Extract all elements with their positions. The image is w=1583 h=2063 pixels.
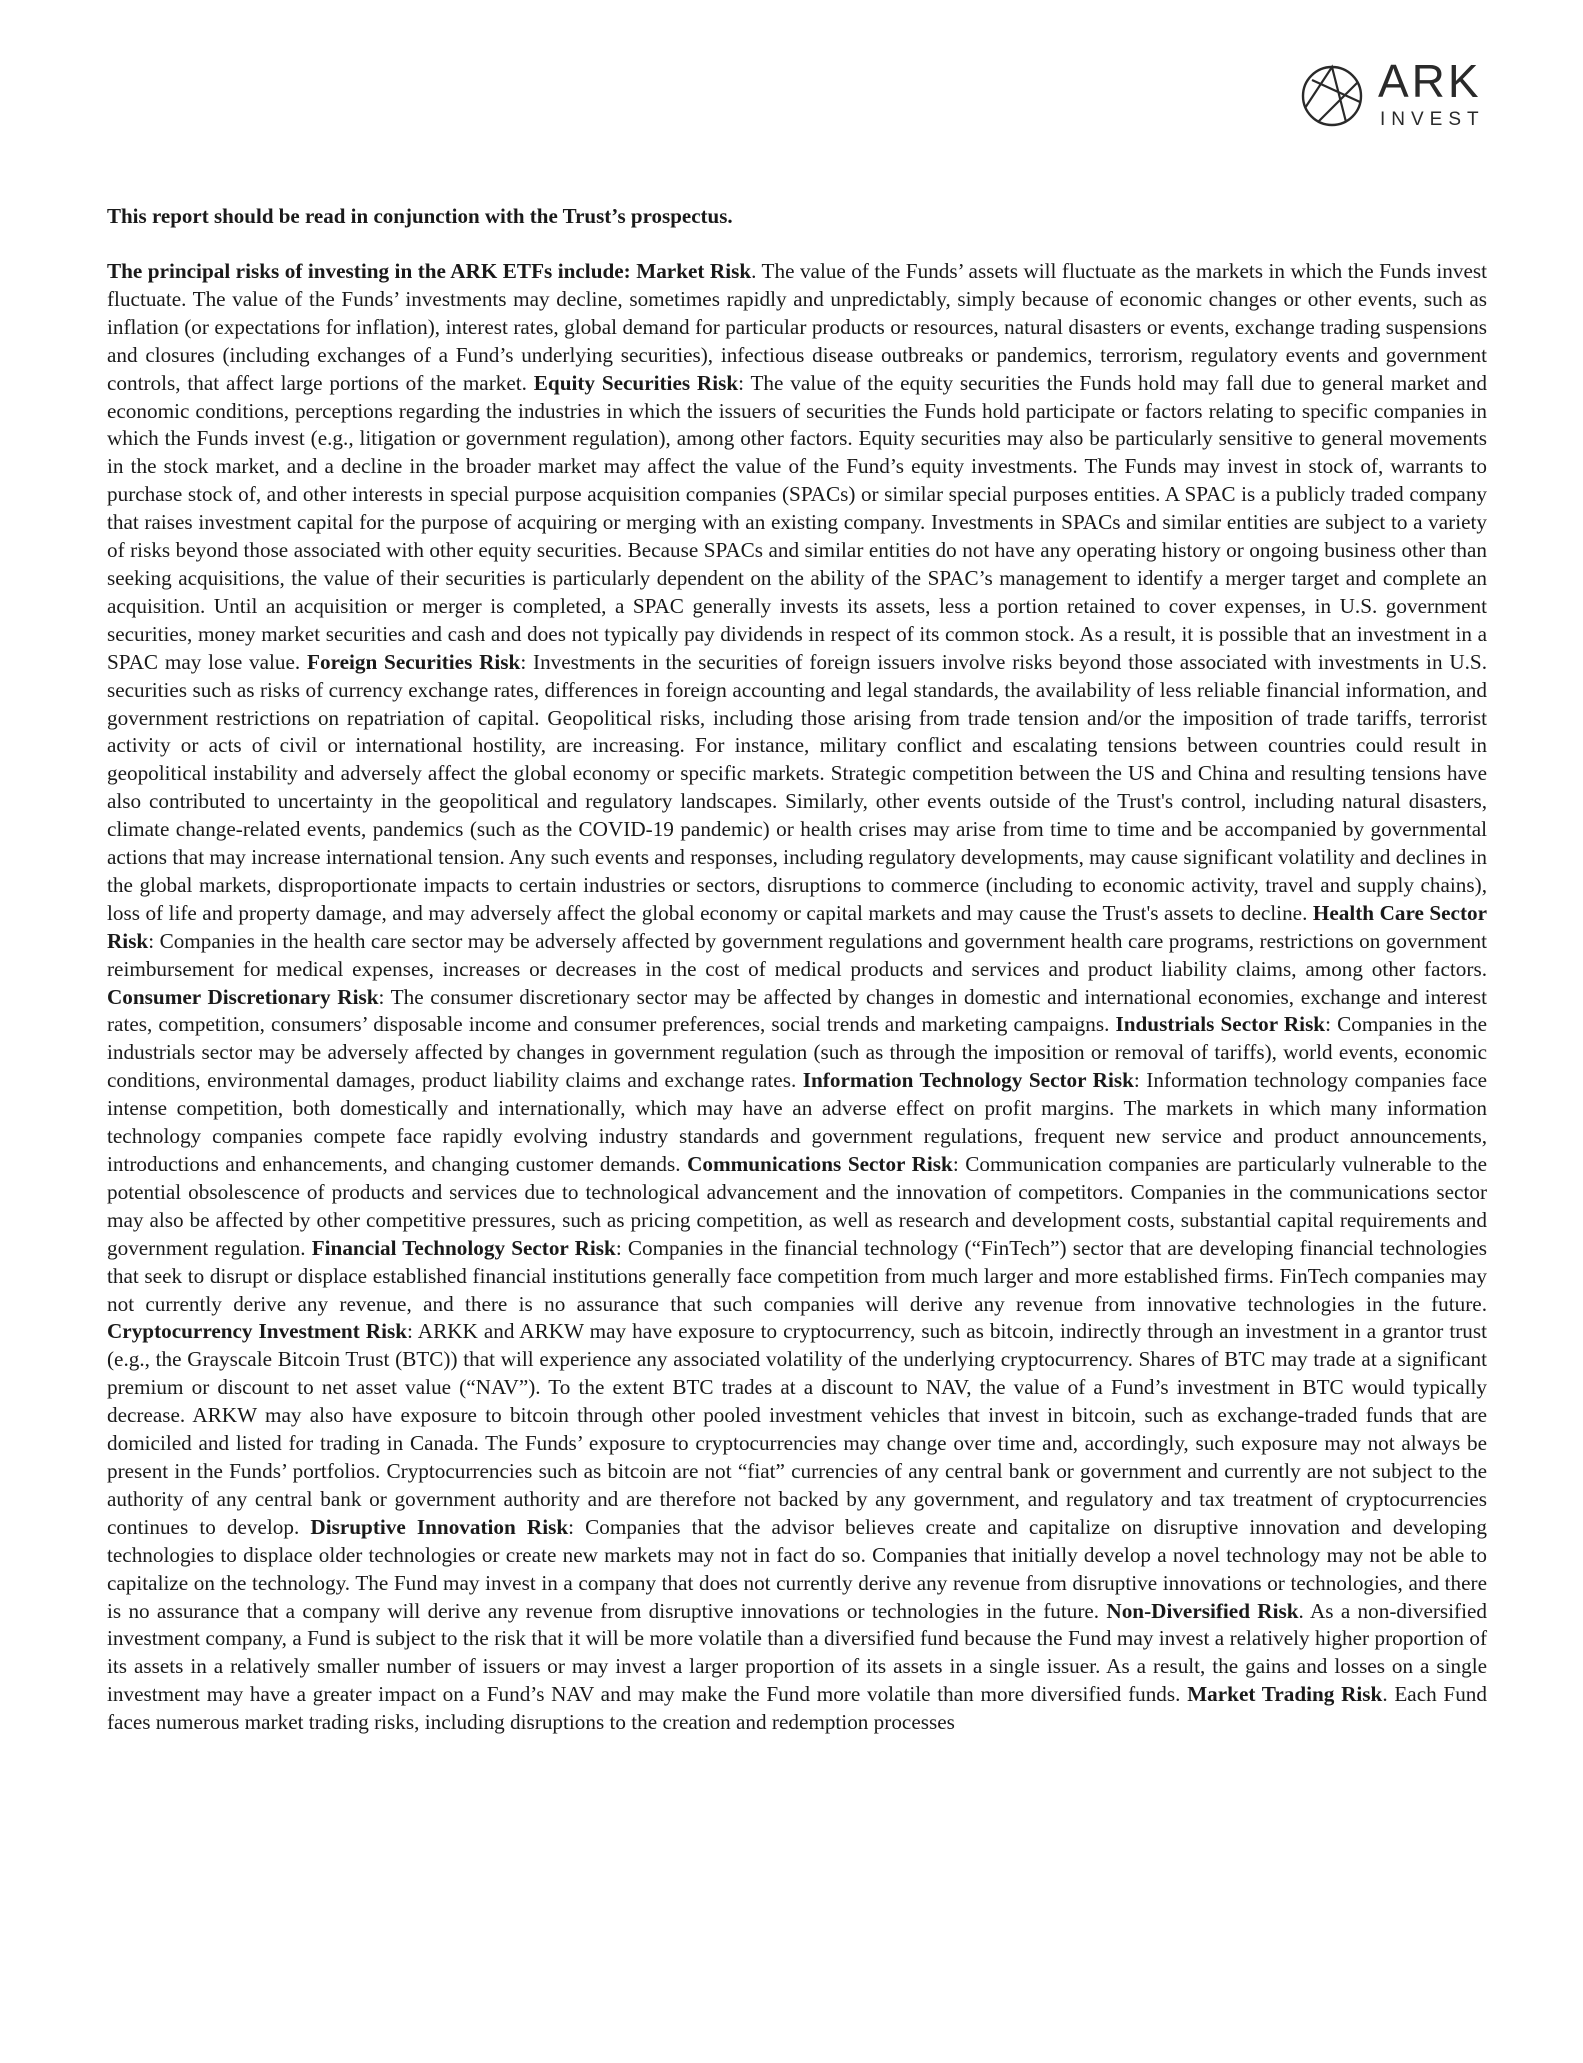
ark-invest-logo — [1300, 55, 1490, 132]
risk-separator: . — [1382, 1682, 1395, 1707]
risk-separator: : — [407, 1319, 418, 1344]
risk-text: Companies in the industrials sector may be adversely affected by changes in government regulation (such as through the imposition or removal of tariffs), world events, economic conditions, environmental damages, product liability claims and exchange rates. — [107, 1012, 1487, 1093]
risk-separator: : — [738, 370, 751, 395]
risk-text: Companies in the health care sector may be adversely affected by government regulations and government health care programs, restrictions on government reimbursement for medical expenses, increases or decreases in the cost of medical products and services and product liability claims, among other factors. — [107, 928, 1487, 981]
risk-separator: : — [1325, 1012, 1338, 1037]
risk-separator: . — [1298, 1598, 1310, 1623]
risk-title: Financial Technology Sector Risk — [311, 1235, 616, 1260]
risk-text: The consumer discretionary sector may be affected by changes in domestic and international economies, exchange and interest rates, competition, consumers’ disposable income and consumer preferences, social trends and marketing campaigns. — [107, 984, 1487, 1037]
logo-sub-text: INVEST — [1380, 109, 1485, 130]
risk-separator: : — [615, 1235, 628, 1260]
risk-disclosure-paragraph — [107, 258, 1487, 1737]
risk-title: Information Technology Sector Risk — [802, 1068, 1134, 1093]
risk-text: The value of the equity securities the Funds hold may fall due to general market and economic conditions, perceptions regarding the industries in which the issuers of securities the Funds hold participate or factors relating to specific companies in which the Funds invest (e.g., litigation or government regulation), among other factors. Equity securities may also be particularly sensitive to general movements in the stock market, and a decline in the broader market may affect the value of the Fund’s equity investments. The Funds may invest in stock of, warrants to purchase stock of, and other interests in special purpose acquisition companies (SPACs) or similar special purposes entities. A SPAC is a publicly traded company that raises investment capital for the purpose of acquiring or merging with an existing company. Investments in SPACs and similar entities are subject to a variety of risks beyond those associated with other equity securities. Because SPACs and similar entities do not have any operating history or ongoing business other than seeking acquisitions, the value of their securities is particularly dependent on the ability of the SPAC’s management to identify a merger target and complete an acquisition. Until an acquisition or merger is completed, a SPAC generally invests its assets, less a portion retained to cover expenses, in U.S. government securities, money market securities and cash and does not typically pay dividends in respect of its common stock. As a result, it is possible that an investment in a SPAC may lose value. — [107, 370, 1487, 674]
risk-text: Communication companies are particularly vulnerable to the potential obsolescence of products and services due to technological advancement and the innovation of competitors. Companies in the communications sector may also be affected by other competitive pressures, such as pricing competition, as well as research and development costs, substantial capital requirements and government regulation. — [107, 1152, 1487, 1260]
risk-separator: : — [148, 928, 160, 953]
risk-text: Companies in the financial technology (“FinTech”) sector that are developing financial technologies that seek to disrupt or displace established financial institutions generally face competition from much larger and more established firms. FinTech companies may not currently derive any revenue, and there is no assurance that such companies will derive any revenue from innovative technologies in the future. — [107, 1235, 1487, 1316]
risk-text: Companies that the advisor believes create and capitalize on disruptive innovation and developing technologies to displace older technologies or create new markets may not in fact do so. Companies that initially develop a novel technology may not be able to capitalize on the technology. The Fund may invest in a company that does not currently derive any revenue from disruptive innovations or technologies, and there is no assurance that a company will derive any revenue from disruptive innovations or technologies in the future. — [107, 1514, 1487, 1623]
risk-title: Cryptocurrency Investment Risk — [107, 1319, 408, 1344]
risk-separator: . — [751, 259, 762, 283]
risk-text: As a non-diversified investment company, a Fund is subject to the risk that it will be more volatile than a diversified fund because the Fund may invest a relatively higher proportion of its assets in a relatively smaller number of issuers or may invest a larger proportion of its assets in a single issuer. As a result, the gains and losses on a single investment may have a greater impact on a Fund’s NAV and may make the Fund more volatile than more diversified funds. — [107, 1598, 1487, 1707]
risk-text: Investments in the securities of foreign issuers involve risks beyond those associated with investments in U.S. securities such as risks of currency exchange rates, differences in foreign accounting and legal standards, the availability of less reliable financial information, and government restrictions on repatriation of capital. Geopolitical risks, including those arising from trade tension and/or the imposition of trade tariffs, terrorist activity or acts of civil or international hostility, are increasing. For instance, military conflict and escalating tensions between countries could result in geopolitical instability and adversely affect the global economy or specific markets. Strategic competition between the US and China and resulting tensions have also contributed to uncertainty in the geopolitical and regulatory landscapes. Similarly, other events outside of the Trust's control, including natural disasters, climate change-related events, pandemics (such as the COVID-19 pandemic) or health crises may arise from time to time and be accompanied by governmental actions that may increase international tension. Any such events and responses, including regulatory developments, may cause significant volatility and declines in the global markets, disproportionate impacts to certain industries or sectors, disruptions to commerce (including to economic activity, travel and supply chains), loss of life and property damage, and may adversely affect the global economy or capital markets and may cause the Trust's assets to decline. — [107, 649, 1488, 925]
risk-title: Equity Securities Risk — [533, 370, 739, 395]
risk-text: Information technology companies face intense competition, both domestically and internationally, which may have an adverse effect on profit margins. The markets in which many information technology companies compete face rapidly evolving industry standards and government regulations, frequent new service and product announcements, introductions and enhancements, and changing customer demands. — [107, 1068, 1488, 1176]
risk-text: Each Fund faces numerous market trading risks, including disruptions to the creation and redemption processes — [107, 1682, 1487, 1735]
risk-title: Industrials Sector Risk — [1115, 1012, 1326, 1037]
risk-title: Communications Sector Risk — [687, 1152, 953, 1176]
risk-text: ARKK and ARKW may have exposure to cryptocurrency, such as bitcoin, indirectly through an investment in a grantor trust (e.g., the Grayscale Bitcoin Trust (BTC)) that will experience any associated volatility of the underlying cryptocurrency. Shares of BTC may trade at a significant premium or discount to net asset value (“NAV”). To the extent BTC trades at a discount to NAV, the value of a Fund’s investment in BTC would typically decrease. ARKW may also have exposure to bitcoin through other pooled investment vehicles that invest in bitcoin, such as exchange-traded funds that are domiciled and listed for trading in Canada. The Funds’ exposure to cryptocurrencies may change over time and, accordingly, such exposure may not always be present in the Funds’ portfolios. Cryptocurrencies such as bitcoin are not “fiat” currencies of any central bank or government and currently are not subject to the authority of any central bank or government authority and are therefore not backed by any government, and regulatory and tax treatment of cryptocurrencies continues to develop. — [107, 1319, 1488, 1539]
logo-brand-text: ARK — [1378, 55, 1482, 107]
intro-heading: The principal risks of investing in the ARK ETFs include: — [107, 259, 631, 283]
risk-title: Market Trading Risk — [1187, 1682, 1383, 1707]
risk-title: Non-Diversified Risk — [1106, 1598, 1299, 1623]
risk-separator: : — [520, 649, 534, 674]
risk-title: Market Risk — [636, 259, 752, 283]
risk-title: Disruptive Innovation Risk — [310, 1514, 569, 1539]
risk-separator: : — [568, 1514, 586, 1539]
risk-title: Consumer Discretionary Risk — [107, 984, 379, 1009]
risk-separator: : — [378, 984, 391, 1009]
risk-title: Foreign Securities Risk — [307, 649, 521, 674]
risk-title: Health Care Sector Risk — [107, 900, 1488, 953]
risk-separator: : — [952, 1152, 966, 1176]
risk-text: The value of the Funds’ assets will fluctuate as the markets in which the Funds invest fluctuate. The value of the Funds’ investments may decline, sometimes rapidly and unpredictably, simply because of economic changes or other events, such as inflation (or expectations for inflation), interest rates, global demand for particular products or resources, natural disasters or events, exchange trading suspensions and closures (including exchanges of a Fund’s underlying securities), infectious disease outbreaks or pandemics, terrorism, regulatory events and government controls, that affect large portions of the market. — [107, 259, 1487, 395]
report-note: This report should be read in conjunction with the Trust’s prospectus. — [107, 204, 733, 228]
ark-circle-mark-icon — [1300, 64, 1364, 128]
risk-separator: : — [1133, 1068, 1147, 1093]
